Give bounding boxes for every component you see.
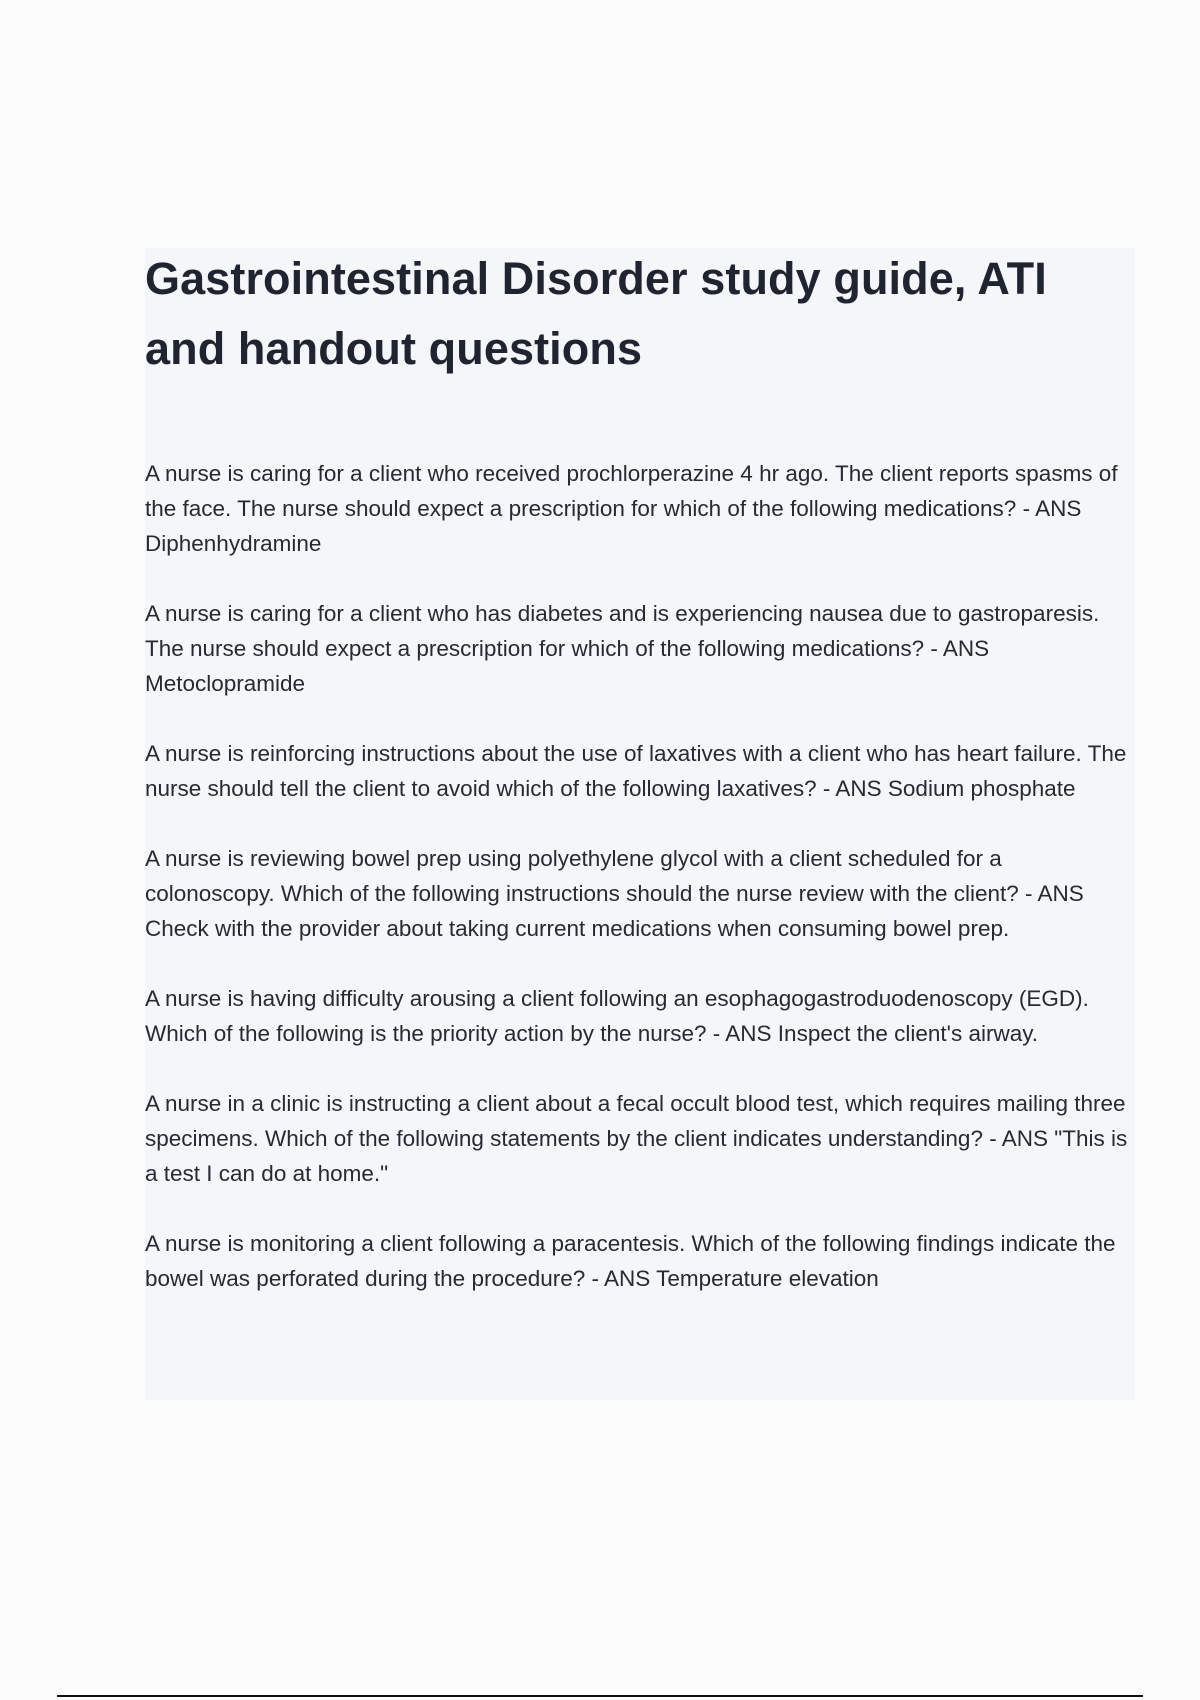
question-item-7: A nurse is monitoring a client following a paracentesis. Which of the following findings indicate the bowel was perforated during the procedure? - ANS Temperature elevation	[145, 1231, 1116, 1291]
question-item-2: A nurse is caring for a client who has diabetes and is experiencing nausea due to gastroparesis. The nurse should expect a prescription for which of the following medications? - ANS Metoclopramide	[145, 601, 1100, 696]
question-list	[145, 456, 1135, 1296]
footer-divider	[57, 1695, 1143, 1697]
question-item-1: A nurse is caring for a client who received prochlorperazine 4 hr ago. The client reports spasms of the face. The nurse should expect a prescription for which of the following medications? - ANS Diphenhydramine	[145, 461, 1118, 556]
question-item-6: A nurse in a clinic is instructing a client about a fecal occult blood test, which requires mailing three specimens. Which of the following statements by the client indicates understanding? - ANS "This is a test I can do at home."	[145, 1091, 1128, 1186]
question-item-3: A nurse is reinforcing instructions about the use of laxatives with a client who has heart failure. The nurse should tell the client to avoid which of the following laxatives? - ANS Sodium phosphate	[145, 741, 1127, 801]
question-item-5: A nurse is having difficulty arousing a client following an esophagogastroduodenoscopy (EGD). Which of the following is the priority action by the nurse? - ANS Inspect the client's airway.	[145, 986, 1089, 1046]
document-title: Gastrointestinal Disorder study guide, ATI and handout questions	[145, 253, 1047, 374]
question-item-4: A nurse is reviewing bowel prep using polyethylene glycol with a client scheduled for a colonoscopy. Which of the following instructions should the nurse review with the client? - ANS Check with the provider about taking current medications when consuming bowel prep.	[145, 846, 1084, 941]
